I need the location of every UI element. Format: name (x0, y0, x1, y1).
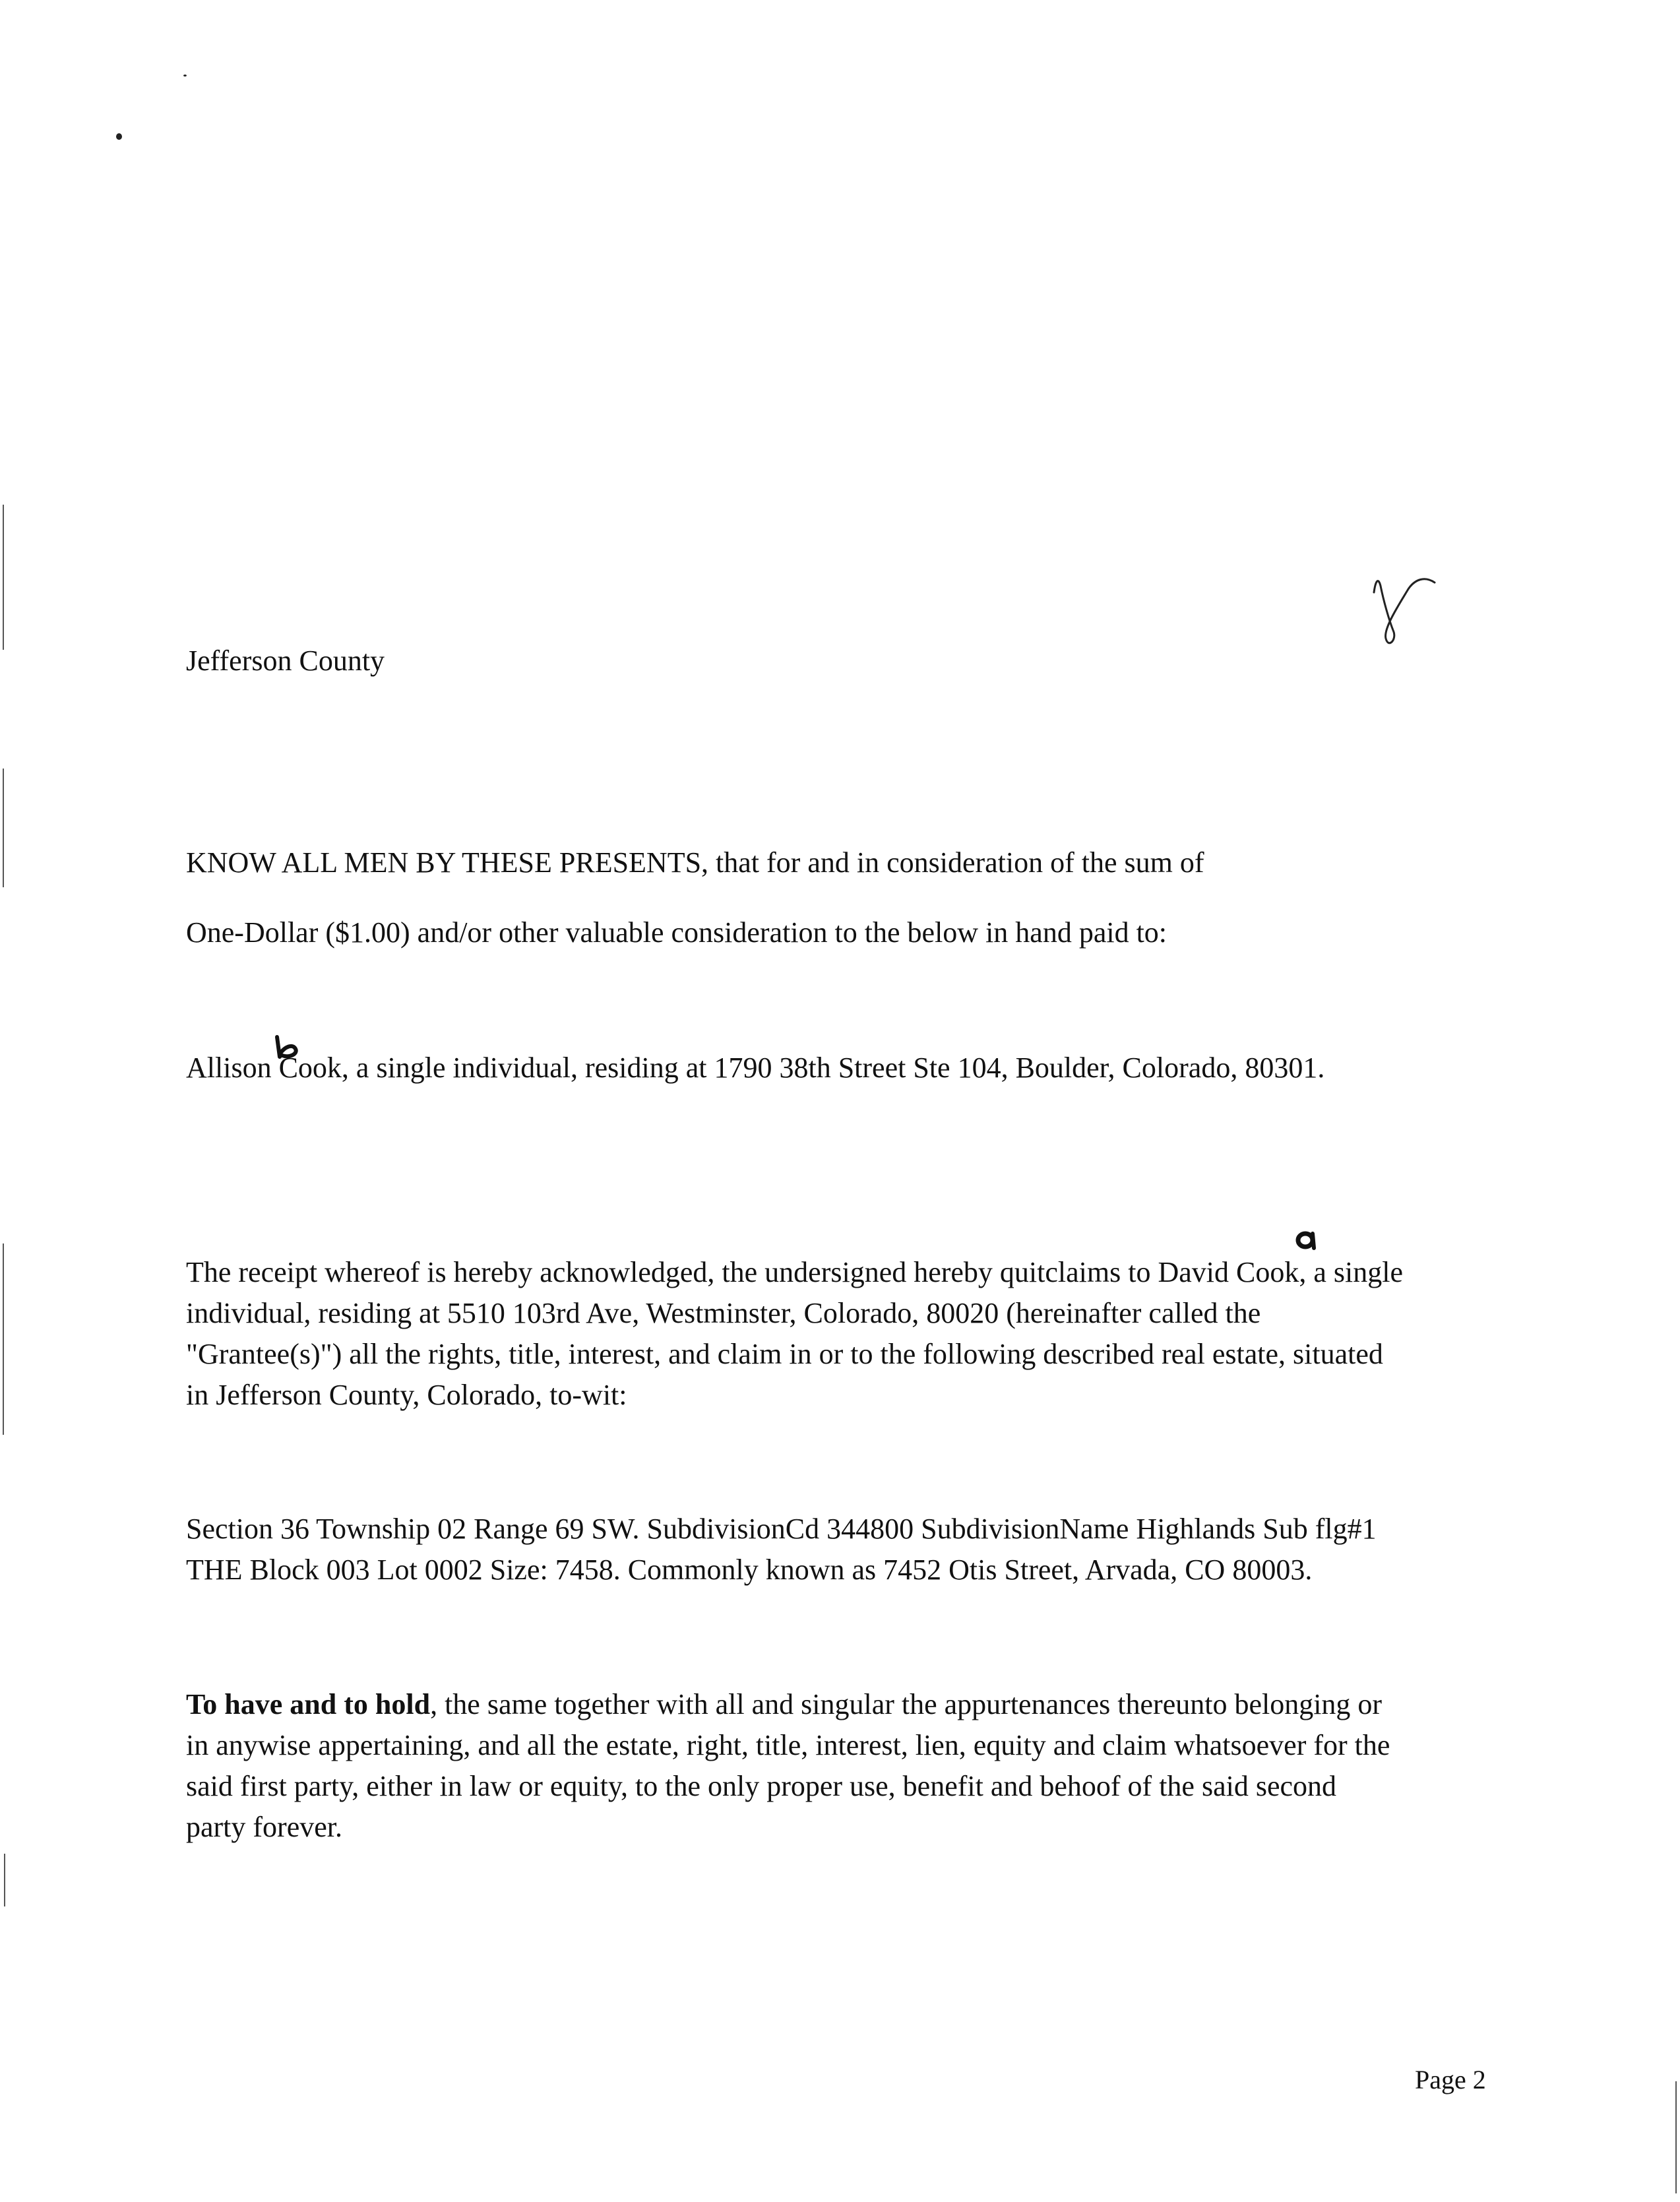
consideration-line-2: One-Dollar ($1.00) and/or other valuable consideration to the below in hand paid to: (186, 916, 1167, 949)
habendum-line-2: in anywise appertaining, and all the estate, right, title, interest, lien, equity and claim whatsoever for the (186, 1729, 1390, 1761)
handwritten-correction-mark (1294, 1228, 1321, 1251)
habendum-line-1 (186, 1690, 1382, 1719)
habendum-line-4: party forever. (186, 1811, 342, 1843)
quitclaim-line-1: The receipt whereof is hereby acknowledged, the undersigned hereby quitclaims to David Cook, a single (186, 1256, 1403, 1288)
habendum-bold-lead: To have and to hold (186, 1688, 431, 1720)
scan-edge-line (3, 769, 4, 887)
habendum-line-3: said first party, either in law or equity, to the only proper use, benefit and behoof of the said second (186, 1770, 1337, 1802)
scan-speck (116, 133, 122, 140)
scan-edge-line (4, 1854, 5, 1906)
legal-description-line-2: THE Block 003 Lot 0002 Size: 7458. Commonly known as 7452 Otis Street, Arvada, CO 80003. (186, 1554, 1313, 1586)
grantor-line: Allison Cook, a single individual, residing at 1790 38th Street Ste 104, Boulder, Colorado, 80301. (186, 1052, 1325, 1084)
consideration-line-1: KNOW ALL MEN BY THESE PRESENTS, that for and in consideration of the sum of (186, 846, 1204, 879)
quitclaim-line-3: "Grantee(s)") all the rights, title, interest, and claim in or to the following described real estate, situated (186, 1338, 1383, 1370)
habendum-line-1-rest: , the same together with all and singular the appurtenances thereunto belonging or (430, 1688, 1383, 1720)
page-number: Page 2 (1415, 2065, 1486, 2094)
quitclaim-line-4: in Jefferson County, Colorado, to-wit: (186, 1379, 627, 1411)
scan-edge-line (3, 1243, 4, 1435)
scan-edge-line (3, 505, 4, 650)
quitclaim-line-2: individual, residing at 5510 103rd Ave, Westminster, Colorado, 80020 (hereinafter called the (186, 1297, 1261, 1329)
scan-speck (183, 75, 187, 77)
legal-description-line-1: Section 36 Township 02 Range 69 SW. SubdivisionCd 344800 SubdivisionName Highlands Sub flg#1 (186, 1513, 1377, 1545)
county-heading: Jefferson County (186, 645, 385, 677)
scan-edge-line (1675, 2081, 1677, 2193)
handwritten-initial-mark (1369, 566, 1441, 652)
